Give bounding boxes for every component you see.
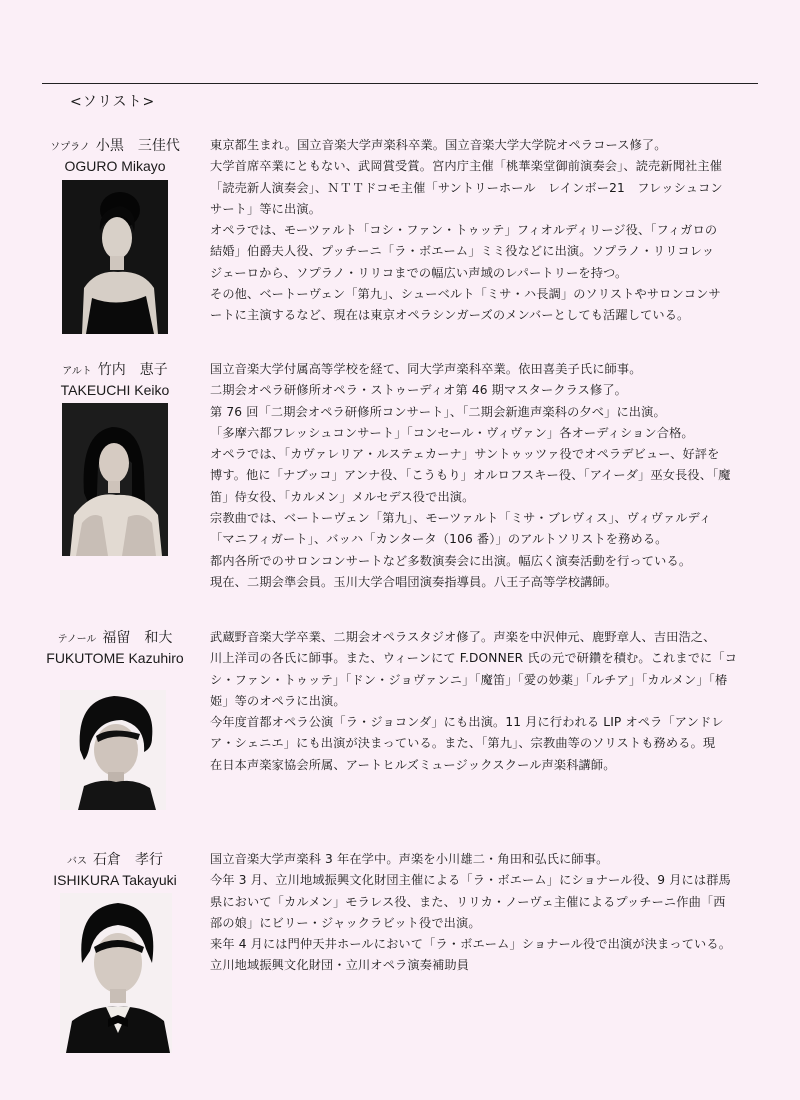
bio-line: シ・ファン・トゥッテ」「ドン・ジョヴァンニ」「魔笛」「愛の妙薬」「ルチア」「カルメン」「椿 bbox=[210, 672, 728, 687]
japanese-name bbox=[30, 137, 200, 157]
biography bbox=[210, 359, 750, 593]
given-name: 和大 bbox=[144, 630, 173, 646]
bio-line: 二期会オペラ研修所オペラ・ストゥーディオ第 46 期マスタークラス修了。 bbox=[210, 383, 628, 398]
japanese-name bbox=[30, 851, 200, 871]
bio-line: 立川地域振興文化財団・立川オペラ演奏補助員 bbox=[210, 958, 470, 973]
japanese-name bbox=[30, 361, 200, 381]
bio-line: 「読売新人演奏会」、ＮＴＴドコモ主催「サントリーホール レインボー21 フレッシュコン bbox=[210, 180, 723, 195]
given-name: 孝行 bbox=[135, 852, 163, 868]
bio-line: 部の娘」にビリー・ジャックラビット役で出演。 bbox=[210, 915, 481, 930]
bio-line: オペラでは、モーツァルト「コシ・ファン・トゥッテ」フィオルディリージ役、「フィガロの bbox=[210, 223, 718, 238]
bio-line: 「マニフィガート」、バッハ「カンタータ（106 番）」のアルトソリストを務める。 bbox=[210, 532, 668, 547]
name-block bbox=[30, 851, 200, 889]
bio-line: その他、ベートーヴェン「第九」、シューベルト「ミサ・ハ長調」のソリストやサロンコンサ bbox=[210, 287, 721, 302]
voice-type: バス bbox=[67, 856, 87, 867]
bio-line: 第 76 回「二期会オペラ研修所コンサート」、「二期会新進声楽科の夕べ」に出演。 bbox=[210, 404, 666, 419]
english-name: OGURO Mikayo bbox=[64, 158, 166, 174]
family-name: 福留 bbox=[102, 630, 131, 646]
portrait-photo bbox=[62, 180, 168, 334]
bio-line: ジェーロから、ソプラノ・リリコまでの幅広い声域のレパートリーを持つ。 bbox=[210, 265, 628, 280]
given-name: 恵子 bbox=[139, 362, 168, 378]
voice-type: ソプラノ bbox=[50, 142, 90, 153]
bio-line: 国立音楽大学声楽科 3 年在学中。声楽を小川雄二・角田和弘氏に師事。 bbox=[210, 852, 609, 866]
bio-line: 「多摩六都フレッシュコンサート」「コンセール・ヴィヴァン」各オーディション合格。 bbox=[210, 425, 694, 440]
bio-line: 今年 3 月、立川地域振興文化財団主催による「ラ・ボエーム」にショナール役、9 月には群馬 bbox=[210, 873, 731, 888]
section-title: <ソリスト> bbox=[70, 94, 156, 110]
name-block bbox=[30, 629, 200, 667]
english-name: ISHIKURA Takayuki bbox=[53, 872, 177, 888]
bio-line: 姫」等のオペラに出演。 bbox=[210, 693, 346, 708]
bio-line: ア・シェニエ」にも出演が決まっている。また、「第九」、宗教曲等のソリストも務める。現 bbox=[210, 736, 716, 751]
voice-type: テノール bbox=[57, 634, 97, 645]
biography bbox=[210, 849, 750, 977]
bio-line: ートに主演するなど、現在は東京オペラシンガーズのメンバーとしても活躍している。 bbox=[210, 308, 690, 323]
portrait-soprano-image bbox=[62, 180, 168, 334]
voice-type: アルト bbox=[62, 366, 92, 377]
bio-line: 来年 4 月には門仲天井ホールにおいて「ラ・ボエーム」ショナール役で出演が決まっている。 bbox=[210, 937, 732, 952]
bio-line: 県において「カルメン」モラレス役、また、リリカ・ノーヴェ主催によるプッチーニ作曲「西 bbox=[210, 894, 726, 909]
portrait-photo bbox=[60, 690, 166, 810]
english-name: FUKUTOME Kazuhiro bbox=[46, 650, 184, 666]
family-name: 小黒 bbox=[95, 138, 124, 154]
portrait-bass-image bbox=[60, 893, 172, 1053]
portrait-photo bbox=[60, 893, 172, 1053]
bio-line: 笛」侍女役、「カルメン」メルセデス役で出演。 bbox=[210, 489, 475, 504]
bio-line: 国立音楽大学付属高等学校を経て、同大学声楽科卒業。依田喜美子氏に師事。 bbox=[210, 362, 642, 376]
biography bbox=[210, 135, 750, 327]
english-name: TAKEUCHI Keiko bbox=[60, 382, 170, 398]
bio-line: 結婚」伯爵夫人役、プッチーニ「ラ・ボエーム」ミミ役などに出演。ソプラノ・リリコレッ bbox=[210, 244, 715, 259]
name-block bbox=[30, 137, 200, 175]
portrait-alto-image bbox=[62, 403, 168, 556]
bio-line: 博す。他に「ナブッコ」アンナ役、「こうもり」オルロフスキー役、「アイーダ」巫女長役、「魔 bbox=[210, 468, 731, 483]
bio-line: 東京都生まれ。国立音楽大学声楽科卒業。国立音楽大学大学院オペラコース修了。 bbox=[210, 138, 667, 152]
bio-line: 武蔵野音楽大学卒業、二期会オペラスタジオ修了。声楽を中沢伸元、鹿野章人、吉田浩之、 bbox=[210, 630, 716, 644]
bio-line: 在日本声楽家協会所属、アートヒルズミュージックスクール声楽科講師。 bbox=[210, 757, 616, 772]
japanese-name bbox=[30, 629, 200, 649]
bio-line: 宗教曲では、ベートーヴェン「第九」、モーツァルト「ミサ・ブレヴィス」、ヴィヴァルディ bbox=[210, 511, 712, 526]
bio-line: 都内各所でのサロンコンサートなど多数演奏会に出演。幅広く演奏活動を行っている。 bbox=[210, 553, 692, 568]
bio-line: 現在、二期会準会員。玉川大学合唱団演奏指導員。八王子高等学校講師。 bbox=[210, 574, 618, 589]
bio-line: サート」等に出演。 bbox=[210, 201, 322, 216]
bio-line: オペラでは、「カヴァレリア・ルステェカーナ」サントゥッツァ役でオペラデビュー、好評を bbox=[210, 447, 720, 462]
portrait-photo bbox=[62, 403, 168, 556]
top-rule bbox=[42, 83, 758, 84]
bio-line: 今年度首都オペラ公演「ラ・ジョコンダ」にも出演。11 月に行われる LIP オペラ「アンドレ bbox=[210, 715, 724, 730]
bio-line: 大学首席卒業にともない、武岡賞受賞。宮内庁主催「桃華楽堂御前演奏会」、読売新聞社主催 bbox=[210, 159, 723, 174]
biography bbox=[210, 627, 750, 776]
bio-line: 川上洋司の各氏に師事。また、ウィーンにて F.DONNER 氏の元で研鑽を積む。これまでに「コ bbox=[210, 651, 738, 666]
family-name: 石倉 bbox=[93, 852, 121, 868]
name-block bbox=[30, 361, 200, 399]
family-name: 竹内 bbox=[97, 362, 126, 378]
given-name: 三佳代 bbox=[137, 138, 180, 154]
portrait-tenor-image bbox=[60, 690, 166, 810]
